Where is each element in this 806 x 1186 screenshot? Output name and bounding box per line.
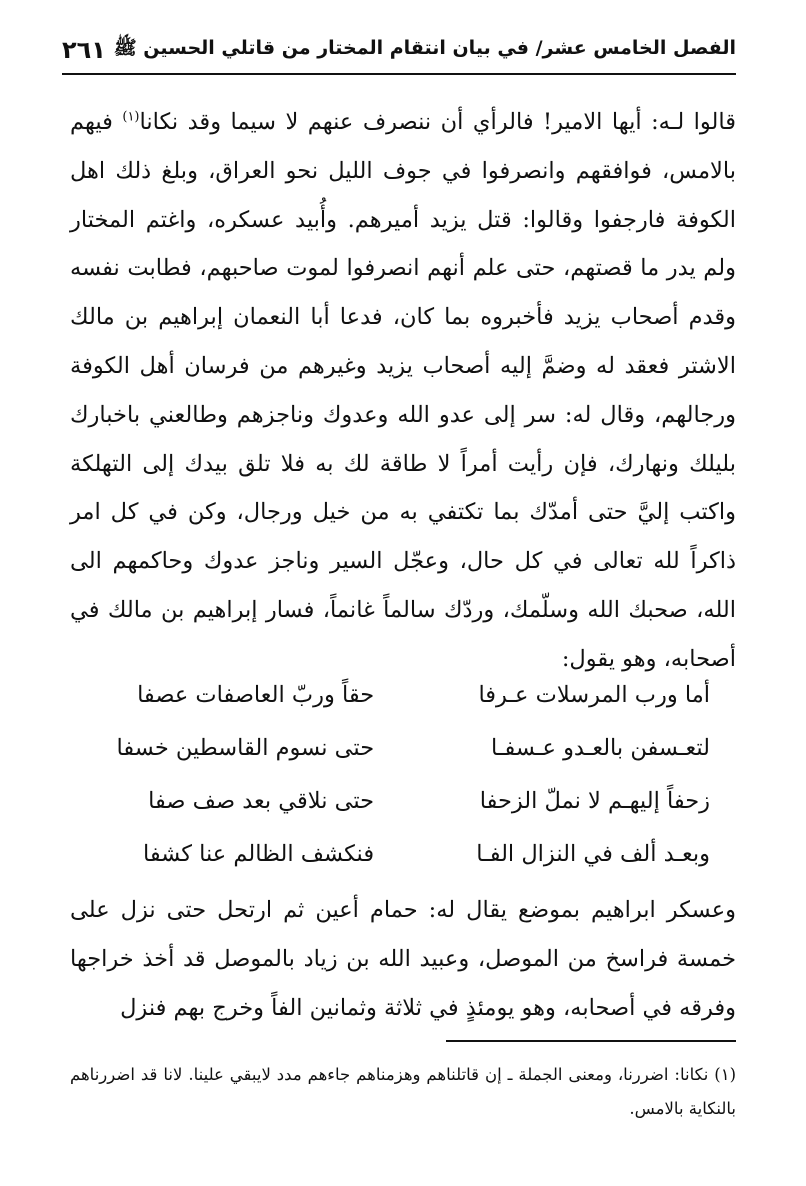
paragraph: وعسكر ابراهيم بموضع يقال له: حمام أعين ثم ارتحل حتى نزل على خمسة فراسخ من الموصل، وعبيد الله بن زياد بالموصل قد أخذ خراجها وفرقه في أصحابه، وهو يومئذٍ في ثلاثة وثمانين الفاً وخرج بهم فنزل	[70, 897, 736, 1021]
paragraph	[70, 98, 736, 684]
poem	[88, 668, 710, 880]
poem-hemistich-first: أما ورب المرسلات عـرفا	[478, 681, 710, 708]
poem-hemistich-second: فنكشف الظالم عنا كشفا	[142, 840, 375, 867]
footnote-rule	[446, 1040, 736, 1042]
header-rule	[62, 73, 736, 75]
page-number: ٢٦١	[62, 36, 106, 64]
main-text-block	[70, 98, 736, 684]
paragraph-text: فيهم بالامس، فوافقهم وانصرفوا في جوف الليل نحو العراق، وبلغ ذلك اهل الكوفة فارجفوا وقالوا: قتل يزيد أميرهم. وأُبيد عسكره، واغتم المختار ولم يدر ما قصتهم، حتى علم أنهم انصرفوا لموت صاحبهم، فطابت نفسه وقدم أصحاب يزيد فأخبروه بما كان، فدعا أبا النعمان إبراهيم بن مالك الاشتر فعقد له وضمَّ إليه أصحاب يزيد وغيرهم من فرسان أهل الكوفة ورجالهم، وقال له: سر إلى عدو الله وعدوك وناجزهم وطالعني باخبارك بليلك ونهارك، فإن رأيت أمراً لا طاقة لك به فلا تلق بيدك إلى التهلكة واكتب إليَّ حتى أمدّك بما تكتفي به من خيل ورجال، وكن في كل امر ذاكراً لله تعالى في كل حال، وعجّل السير وناجز عدوك وحاكمهم الى الله، صحبك الله وسلّمك، وردّك سالماً غانماً، فسار إبراهيم بن مالك في أصحابه، وهو يقول:	[70, 109, 736, 672]
footnote	[70, 1058, 736, 1126]
poem-hemistich-second: حقاً وربّ العاصفات عصفا	[137, 681, 375, 708]
poem-hemistich-second: حتى نسوم القاسطين خسفا	[116, 734, 375, 761]
poem-verse	[88, 774, 710, 827]
poem-verse	[88, 668, 710, 721]
poem-hemistich-first: وبعـد ألف في النزال الفـا	[476, 840, 710, 867]
poem-hemistich-first: زحفاً إليهـم لا نملّ الزحفا	[479, 787, 710, 814]
paragraph-text: قالوا لـه: أيها الامير! فالرأي أن ننصرف عنهم لا سيما وقد نكانا	[139, 109, 736, 135]
poem-hemistich-second: حتى نلاقي بعد صف صفا	[148, 787, 375, 814]
poem-hemistich-first: لتعـسفن بالعـدو عـسفـا	[491, 734, 710, 761]
running-head: الفصل الخامس عشر/ في بيان انتقام المختار من قاتلي الحسين ﷺ	[113, 37, 736, 59]
poem-verse	[88, 721, 710, 774]
footnote-text: (١) نكانا: اضررنا، ومعنى الجملة ـ إن قاتلناهم وهزمناهم جاءهم مدد لايبقي علينا. لانا قد اضررناهم بالنكاية بالامس.	[70, 1065, 736, 1118]
footnote-reference: (١)	[122, 109, 140, 125]
continuation-text-block	[70, 886, 736, 1033]
page-header	[62, 30, 736, 70]
poem-verse	[88, 827, 710, 880]
